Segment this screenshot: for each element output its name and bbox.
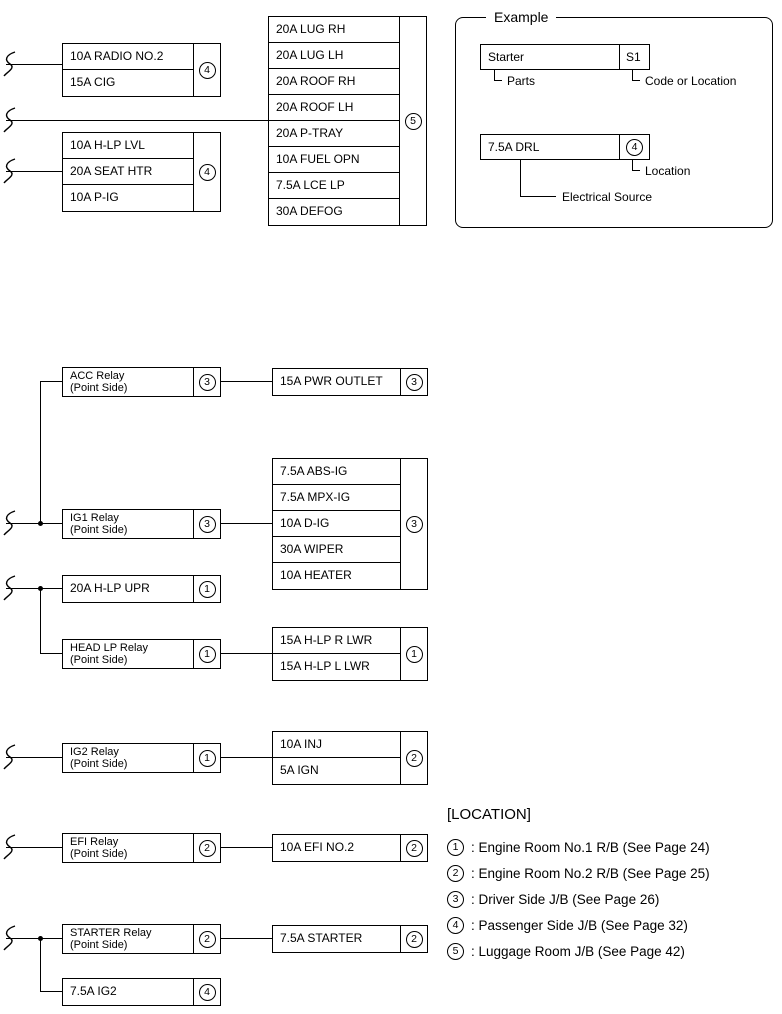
fuse-label: 10A FUEL OPN	[269, 147, 399, 173]
location-cell	[193, 925, 220, 953]
location-cell	[193, 979, 220, 1005]
example-parts-value: Starter	[488, 50, 525, 64]
legend-item	[447, 938, 685, 964]
relay-name: STARTER Relay	[70, 927, 152, 939]
location-number-badge: 5	[405, 113, 422, 130]
location-cell	[619, 135, 649, 159]
wire-line	[6, 64, 62, 65]
location-cell	[193, 133, 220, 211]
location-number-badge: 4	[199, 164, 216, 181]
example-code-value: S1	[619, 45, 649, 69]
fuse-box-radio-cig	[62, 43, 221, 97]
location-cell	[400, 369, 427, 395]
location-number-badge: 2	[406, 840, 423, 857]
callout-line	[494, 70, 502, 81]
relay-box-efi	[62, 833, 221, 863]
fuse-label: 7.5A LCE LP	[269, 173, 399, 199]
wire-line	[40, 381, 41, 523]
wire-line	[6, 171, 62, 172]
wire-line	[40, 381, 62, 382]
wire-line	[40, 653, 62, 654]
fuse-label: 7.5A IG2	[70, 984, 117, 998]
fuse-box-starter	[272, 925, 428, 953]
relay-name: EFI Relay	[70, 836, 119, 848]
wire-line	[40, 588, 41, 653]
fuse-label: 20A LUG RH	[269, 17, 399, 43]
relay-box-ig2	[62, 743, 221, 773]
wire-line	[220, 757, 272, 758]
wire-line	[40, 938, 41, 991]
location-cell	[400, 628, 427, 680]
wire-line	[6, 938, 62, 939]
legend-item	[447, 886, 659, 912]
fuse-label: 10A D-IG	[273, 511, 400, 537]
legend-item	[447, 860, 710, 886]
fuse-label: 30A WIPER	[273, 537, 400, 563]
example-location-label: Location	[645, 164, 691, 178]
location-number-badge: 2	[406, 931, 423, 948]
example-parts-label: Parts	[507, 74, 536, 88]
fuse-box-ig1-fuses	[272, 458, 428, 590]
wire-line	[220, 938, 272, 939]
junction-dot	[38, 936, 43, 941]
wire-line	[6, 120, 268, 121]
location-legend-title: [LOCATION]	[447, 806, 531, 823]
location-cell	[400, 835, 427, 861]
location-number-badge: 2	[447, 865, 464, 882]
legend-item-text: : Passenger Side J/B (See Page 32)	[471, 917, 688, 933]
fuse-label: 15A PWR OUTLET	[280, 374, 383, 388]
location-number-badge: 4	[626, 139, 643, 156]
relay-label	[63, 640, 193, 668]
legend-item	[447, 912, 688, 938]
wire-line	[40, 991, 62, 992]
fuse-label: 20A SEAT HTR	[63, 159, 193, 185]
fuse-label: 15A H-LP L LWR	[280, 659, 370, 673]
example-code-label: Code or Location	[645, 74, 737, 88]
fuse-label: 7.5A ABS-IG	[273, 459, 400, 485]
location-cell	[193, 834, 220, 862]
location-cell	[193, 368, 220, 396]
fuse-box-hlp-lwr	[272, 627, 428, 681]
relay-box-headlp	[62, 639, 221, 669]
fuse-label: 20A H-LP UPR	[70, 581, 150, 595]
fuse-box-ig2-fuses	[272, 731, 428, 785]
location-cell	[193, 640, 220, 668]
fuse-label: 10A INJ	[273, 732, 400, 758]
location-number-badge: 3	[199, 516, 216, 533]
relay-name: ACC Relay	[70, 370, 125, 382]
fuse-label: 30A DEFOG	[276, 204, 343, 218]
location-number-badge: 4	[447, 917, 464, 934]
location-number-badge: 2	[199, 840, 216, 857]
location-cell	[193, 576, 220, 602]
location-cell	[400, 926, 427, 952]
wire-line	[6, 757, 62, 758]
legend-item-text: : Engine Room No.2 R/B (See Page 25)	[471, 865, 710, 881]
fuse-label: 15A CIG	[70, 75, 116, 89]
location-number-badge: 5	[447, 943, 464, 960]
legend-item-text: : Driver Side J/B (See Page 26)	[471, 891, 660, 907]
wire-line	[220, 847, 272, 848]
location-number-badge: 1	[199, 646, 216, 663]
callout-line	[632, 160, 640, 171]
callout-line	[520, 160, 556, 197]
fuse-label: 20A ROOF RH	[269, 69, 399, 95]
relay-name: HEAD LP Relay	[70, 642, 149, 654]
junction-dot	[38, 586, 43, 591]
relay-sub: (Point Side)	[70, 381, 128, 394]
wire-line	[6, 588, 62, 589]
location-number-badge: 2	[199, 931, 216, 948]
fuse-box-hlp-lvl	[62, 132, 221, 212]
example-title: Example	[486, 9, 556, 25]
wire-line	[220, 653, 272, 654]
example-source-box	[480, 134, 650, 160]
fuse-box-hlp-upr	[62, 575, 221, 603]
callout-line	[632, 70, 640, 81]
example-parts-box	[480, 44, 650, 70]
location-number-badge: 3	[406, 516, 423, 533]
relay-sub: (Point Side)	[70, 523, 128, 536]
example-source-label: Electrical Source	[562, 190, 653, 204]
wire-line	[220, 523, 272, 524]
fuse-label: 20A LUG LH	[269, 43, 399, 69]
fuse-label: 5A IGN	[280, 763, 319, 777]
legend-item-text: : Engine Room No.1 R/B (See Page 24)	[471, 839, 710, 855]
wire-line	[6, 847, 62, 848]
location-cell	[400, 459, 427, 589]
location-number-badge: 3	[447, 891, 464, 908]
fuse-box-ig2-single	[62, 978, 221, 1006]
fuse-label: 10A HEATER	[280, 568, 352, 582]
location-number-badge: 1	[199, 581, 216, 598]
location-number-badge: 3	[406, 374, 423, 391]
example-source-value: 7.5A DRL	[488, 140, 540, 154]
fuse-label: 15A H-LP R LWR	[273, 628, 400, 654]
fuse-box-pwr-outlet	[272, 368, 428, 396]
fuse-label: 20A P-TRAY	[269, 121, 399, 147]
location-cell	[400, 732, 427, 784]
fuse-label: 10A P-IG	[70, 190, 119, 204]
location-number-badge: 3	[199, 374, 216, 391]
relay-name: IG2 Relay	[70, 746, 119, 758]
wire-line	[220, 381, 272, 382]
relay-box-acc	[62, 367, 221, 397]
legend-item-text: : Luggage Room J/B (See Page 42)	[471, 943, 685, 959]
location-cell	[193, 44, 220, 96]
relay-label	[63, 744, 193, 772]
location-cell	[399, 17, 426, 225]
location-number-badge: 1	[447, 839, 464, 856]
fuse-box-luggage-jb	[268, 16, 427, 226]
fuse-label: 10A H-LP LVL	[63, 133, 193, 159]
location-number-badge: 1	[406, 646, 423, 663]
relay-sub: (Point Side)	[70, 757, 128, 770]
fuse-box-efi	[272, 834, 428, 862]
relay-label	[63, 510, 193, 538]
wire-line	[6, 523, 62, 524]
legend-item	[447, 834, 710, 860]
location-cell	[193, 744, 220, 772]
junction-dot	[38, 521, 43, 526]
relay-sub: (Point Side)	[70, 653, 128, 666]
fuse-label: 7.5A STARTER	[280, 931, 363, 945]
relay-label	[63, 925, 193, 953]
fuse-label: 7.5A MPX-IG	[273, 485, 400, 511]
location-number-badge: 1	[199, 750, 216, 767]
location-cell	[193, 510, 220, 538]
fuse-label: 10A RADIO NO.2	[63, 44, 193, 70]
location-number-badge: 2	[406, 750, 423, 767]
fuse-label: 10A EFI NO.2	[280, 840, 355, 854]
location-number-badge: 4	[199, 62, 216, 79]
relay-label	[63, 834, 193, 862]
relay-name: IG1 Relay	[70, 512, 119, 524]
fuse-label: 20A ROOF LH	[269, 95, 399, 121]
relay-sub: (Point Side)	[70, 847, 128, 860]
relay-sub: (Point Side)	[70, 938, 128, 951]
relay-label	[63, 368, 193, 396]
location-number-badge: 4	[199, 984, 216, 1001]
relay-box-ig1	[62, 509, 221, 539]
relay-box-starter	[62, 924, 221, 954]
